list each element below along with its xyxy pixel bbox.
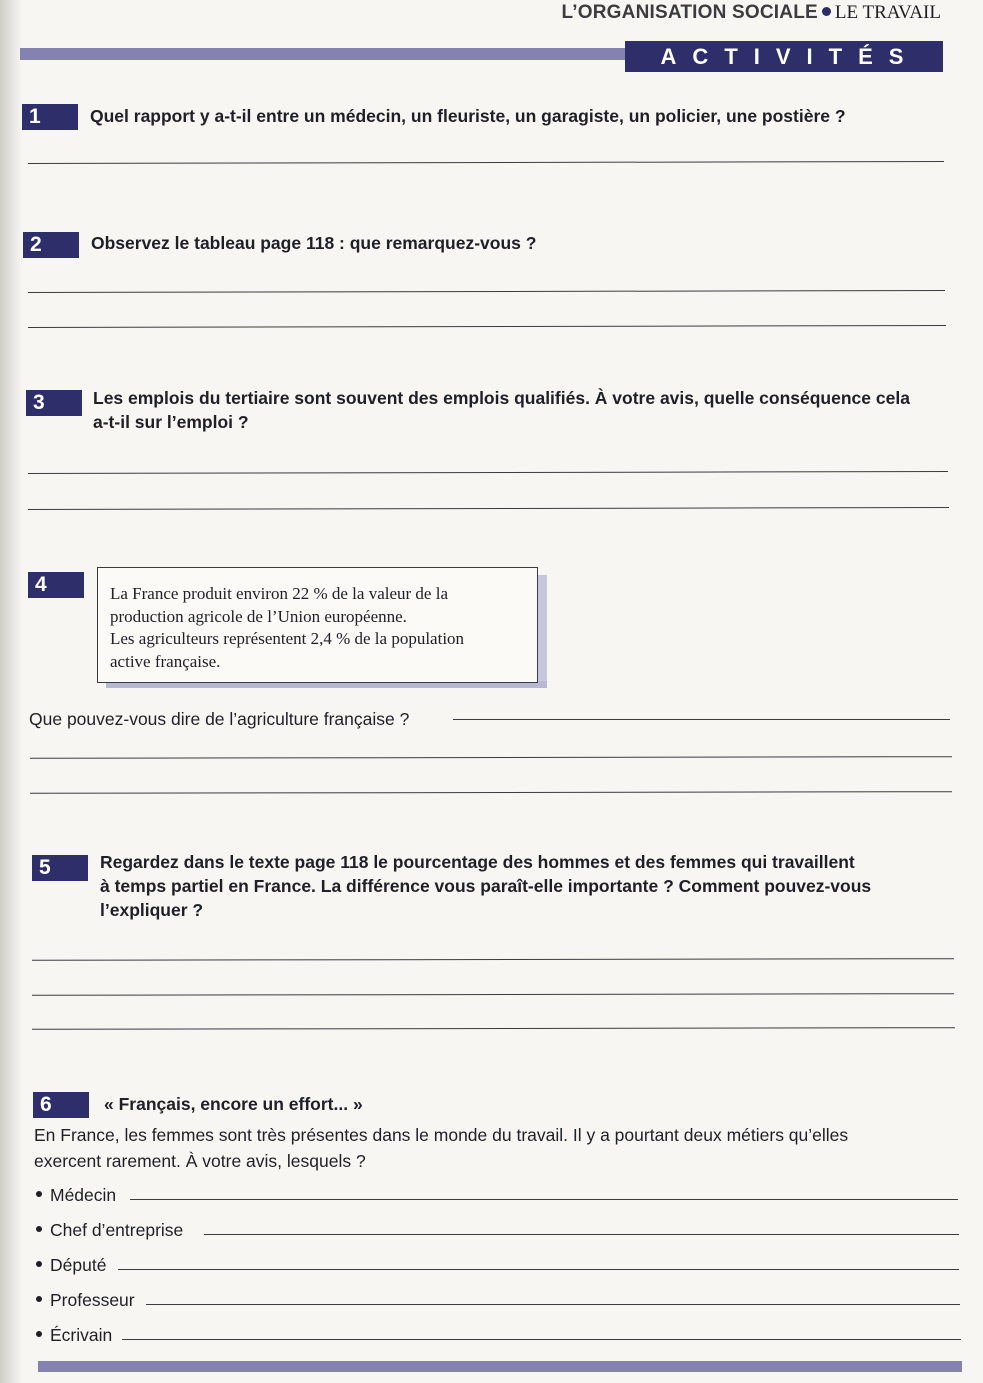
- intro-line: En France, les femmes sont très présentes dans le monde du travail. Il y a pourtant deux métiers qu’elles: [34, 1125, 849, 1145]
- list-item: [36, 1325, 112, 1346]
- list-item-label: Écrivain: [50, 1325, 113, 1345]
- fact-line: production agricole de l’Union européenne.: [110, 606, 407, 626]
- answer-line[interactable]: [122, 1339, 961, 1340]
- activity-1-question: Quel rapport y a-t-il entre un médecin, un fleuriste, un garagiste, un policier, une postière ?: [90, 106, 846, 126]
- answer-line[interactable]: [30, 756, 952, 759]
- answer-line[interactable]: [32, 958, 954, 961]
- activity-number-badge: 5: [32, 855, 88, 881]
- intro-line: exercent rarement. À votre avis, lesquels ?: [34, 1151, 366, 1171]
- bullet-icon: [36, 1331, 42, 1337]
- question-line: Les emplois du tertiaire sont souvent des emplois qualifiés. À votre avis, quelle conséquence cela: [93, 388, 910, 408]
- activity-number-badge: 2: [23, 232, 79, 258]
- list-item: [36, 1255, 106, 1276]
- question-line: à temps partiel en France. La différence vous paraît-elle importante ? Comment pouvez-vous: [100, 876, 872, 896]
- question-line: l’expliquer ?: [100, 900, 204, 920]
- fact-box: [97, 567, 538, 683]
- question-line: Regardez dans le texte page 118 le pourcentage des hommes et des femmes qui travaillent: [100, 852, 855, 872]
- activity-2-question: Observez le tableau page 118 : que remarquez-vous ?: [91, 233, 537, 253]
- activity-6-intro: [34, 1122, 848, 1174]
- answer-line[interactable]: [204, 1234, 959, 1235]
- answer-line[interactable]: [146, 1304, 960, 1305]
- list-item-label: Député: [50, 1255, 107, 1275]
- topic-title: LE TRAVAIL: [834, 2, 941, 23]
- answer-line[interactable]: [453, 719, 950, 720]
- bullet-dot-icon: [822, 7, 831, 16]
- activity-4-question: Que pouvez-vous dire de l’agriculture française ?: [29, 709, 410, 729]
- answer-line[interactable]: [32, 993, 954, 996]
- list-item: [36, 1290, 135, 1311]
- list-item-label: Médecin: [50, 1185, 117, 1205]
- activities-banner: ACTIVITÉS: [625, 41, 943, 72]
- header-band: [20, 48, 625, 60]
- fact-line: active française.: [110, 651, 221, 671]
- bullet-icon: [36, 1226, 42, 1232]
- page-binding-shadow: [0, 0, 22, 1383]
- answer-line[interactable]: [118, 1269, 959, 1270]
- activity-number-badge: 3: [26, 390, 82, 416]
- fact-line: Les agriculteurs représentent 2,4 % de la population: [110, 629, 465, 648]
- bullet-icon: [36, 1261, 42, 1267]
- answer-line[interactable]: [32, 1027, 955, 1030]
- list-item-label: Chef d’entreprise: [50, 1220, 184, 1240]
- section-title: L’ORGANISATION SOCIALE: [561, 2, 818, 23]
- footer-band: [38, 1361, 962, 1372]
- answer-line[interactable]: [28, 507, 949, 510]
- answer-line[interactable]: [28, 325, 946, 328]
- answer-line[interactable]: [130, 1199, 958, 1200]
- activity-number-badge: 4: [28, 572, 84, 598]
- activity-3-question: [93, 386, 910, 434]
- activity-number-badge: 6: [33, 1092, 89, 1118]
- activity-number-badge: 1: [22, 104, 78, 130]
- answer-line[interactable]: [30, 791, 952, 794]
- activity-6-title: « Français, encore un effort... »: [104, 1094, 363, 1114]
- list-item-label: Professeur: [50, 1290, 135, 1310]
- answer-line[interactable]: [28, 471, 948, 474]
- answer-line[interactable]: [28, 161, 944, 164]
- bullet-icon: [36, 1296, 42, 1302]
- running-head: [562, 2, 941, 24]
- activity-5-question: [100, 850, 871, 922]
- fact-line: La France produit environ 22 % de la valeur de la: [110, 584, 448, 603]
- list-item: [36, 1220, 183, 1241]
- bullet-icon: [36, 1191, 42, 1197]
- infobox-shadow: [538, 575, 547, 688]
- answer-line[interactable]: [28, 290, 945, 293]
- list-item: [36, 1185, 116, 1206]
- question-line: a-t-il sur l’emploi ?: [93, 412, 249, 432]
